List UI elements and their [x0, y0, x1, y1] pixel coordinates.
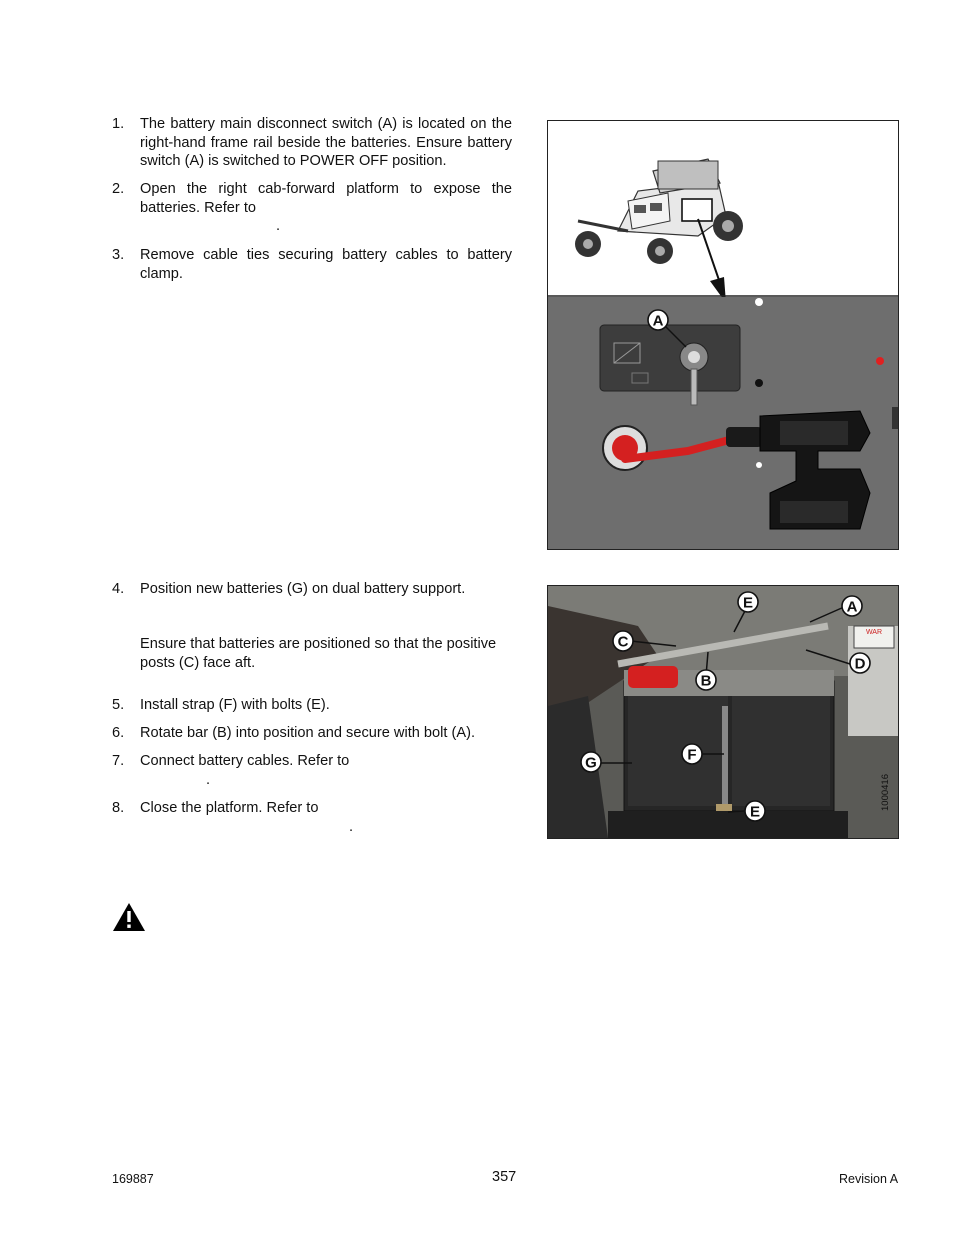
footer-revision: Revision A: [839, 1172, 899, 1186]
battery-strap: [722, 706, 728, 816]
svg-text:F: F: [687, 746, 697, 764]
callout-c: [613, 631, 633, 651]
step-text: Install strap (F) with bolts (E).: [140, 697, 330, 713]
footer-doc-number: 169887: [112, 1172, 154, 1186]
footer-page-number: 357: [492, 1169, 517, 1185]
step-number: 5.: [112, 697, 125, 713]
step-number: 6.: [112, 725, 125, 741]
svg-text:G: G: [585, 754, 597, 772]
step-number: 4.: [112, 581, 125, 597]
step-number: 8.: [112, 800, 125, 816]
callout-f: [682, 744, 702, 764]
svg-text:E: E: [742, 594, 754, 612]
windrower-illustration: [575, 159, 743, 303]
figure-disconnect-switch-illustration: [548, 121, 898, 549]
note-text: Ensure that batteries are positioned so that the positive posts (C) face aft.: [140, 636, 497, 671]
step-number: 3.: [112, 247, 125, 263]
svg-text:D: D: [854, 655, 866, 673]
callout-b: [696, 670, 716, 690]
step-text-tail: .: [349, 819, 354, 835]
figure-id: 1000416: [880, 774, 891, 811]
step-text-tail: .: [276, 218, 281, 234]
step-text: Rotate bar (B) into position and secure with bolt (A).: [140, 725, 476, 741]
step-text: Connect battery cables. Refer to: [140, 753, 350, 769]
svg-text:B: B: [700, 672, 712, 690]
callout-a-label: A: [652, 312, 664, 330]
step-text: Position new batteries (G) on dual battery support.: [140, 581, 466, 597]
figure-battery-illustration: [548, 586, 898, 838]
callout-a: [842, 596, 862, 616]
callout-d: [850, 653, 870, 673]
warning-label-text: WAR: [865, 629, 883, 636]
step-number: 7.: [112, 753, 125, 769]
svg-text:A: A: [846, 598, 858, 616]
step-text-tail: .: [206, 772, 211, 788]
step-text: The battery main disconnect switch (A) is located on the right-hand frame rail beside the batteries. Ensure battery switch (A) is switched to POWER OFF position.: [140, 116, 512, 169]
figure-disconnect-switch: [547, 120, 899, 550]
step-text: Close the platform. Refer to: [140, 800, 319, 816]
step-number: 2.: [112, 181, 125, 197]
warning-triangle-icon: [112, 902, 146, 932]
step-text: Remove cable ties securing battery cables to battery clamp.: [140, 247, 512, 282]
callout-g: [581, 752, 601, 772]
step-number: 1.: [112, 116, 125, 132]
svg-text:E: E: [749, 803, 761, 821]
svg-text:C: C: [617, 633, 629, 651]
figure-battery-installation: [547, 585, 899, 839]
positive-post-cover: [628, 666, 678, 688]
step-text: Open the right cab-forward platform to expose the batteries. Refer to: [140, 181, 512, 216]
callout-e-bottom: [745, 801, 765, 821]
callout-e-top: [738, 592, 758, 612]
